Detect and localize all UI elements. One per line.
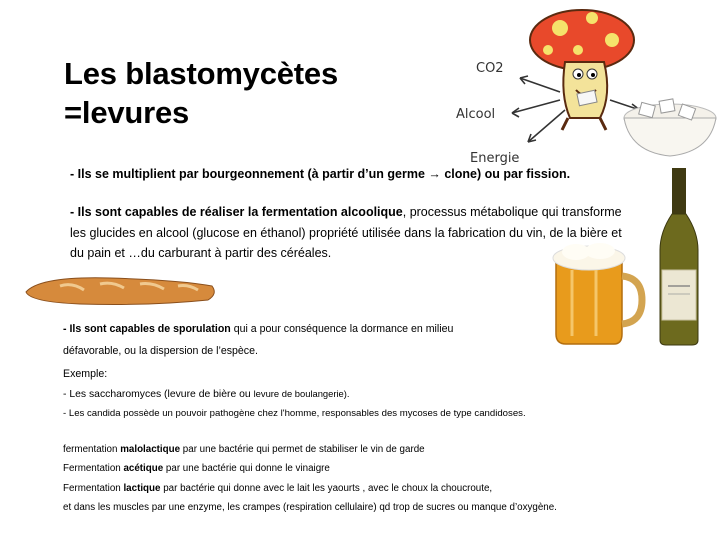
f1-pre: fermentation [63, 444, 121, 455]
example-saccharomyces-a: - Les saccharomyces (levure de bière ou [63, 389, 254, 400]
wine-bottle-icon [660, 168, 698, 345]
baguette-icon [26, 278, 214, 305]
f2-pre: Fermentation [63, 463, 124, 474]
bullet-fermentation-text: , processus métabolique qui transforme les glucides en alcool (glucose en éthanol) propriété utilisée dans la fabrication du vin, de la bière et du pain et …du carburant à partir des céréales. [70, 205, 622, 260]
bullet-sporulation [63, 323, 453, 335]
example-saccharomyces [63, 388, 350, 400]
title-line-2: =levures [64, 95, 190, 130]
f1-post: par une bactérie qui permet de stabiliser le vin de garde [180, 444, 425, 455]
fermentation-acetique [63, 463, 330, 474]
example-candida: - Les candida possède un pouvoir pathogène chez l'homme, responsables des mycoses de type candidoses. [63, 408, 526, 419]
alcool-label: Alcool [456, 107, 496, 122]
bullet-fermentation [70, 202, 630, 264]
bullet-fermentation-bold: - Ils sont capables de réaliser la fermentation alcoolique [70, 205, 403, 219]
title-line-1: Les blastomycètes [64, 56, 339, 91]
fermentation-lactique [63, 483, 492, 494]
f2-bold: acétique [123, 463, 164, 474]
bullet-bourgeonnement: - Ils se multiplient par bourgeonnement (à partir d’un germe → clone) ou par fission. [70, 167, 571, 181]
f3-bold: lactique [123, 483, 161, 494]
bullet-sporulation-cont: défavorable, ou la dispersion de l’espèce. [63, 345, 258, 357]
example-label: Exemple: [63, 368, 108, 380]
example-saccharomyces-b: levure de boulangerie). [253, 388, 350, 399]
f3-pre: Fermentation [63, 483, 124, 494]
bullet-sporulation-bold: - Ils sont capables de sporulation [63, 323, 231, 335]
yeast-mushroom-icon [530, 10, 634, 130]
energie-label: Energie [470, 151, 520, 166]
f2-post: par une bactérie qui donne le vinaigre [163, 463, 330, 474]
fermentation-malolactique [63, 444, 425, 455]
bullet-sporulation-text: qui a pour conséquence la dormance en milieu [230, 323, 454, 335]
f1-bold: malolactique [120, 444, 181, 455]
co2-label: CO2 [476, 61, 504, 76]
page-title [64, 54, 338, 132]
f3-post: par bactérie qui donne avec le lait les yaourts , avec le choux la choucroute, [160, 483, 493, 494]
fermentation-muscles: et dans les muscles par une enzyme, les crampes (respiration cellulaire) qd trop de sucres ou manque d’oxygène. [63, 502, 557, 513]
